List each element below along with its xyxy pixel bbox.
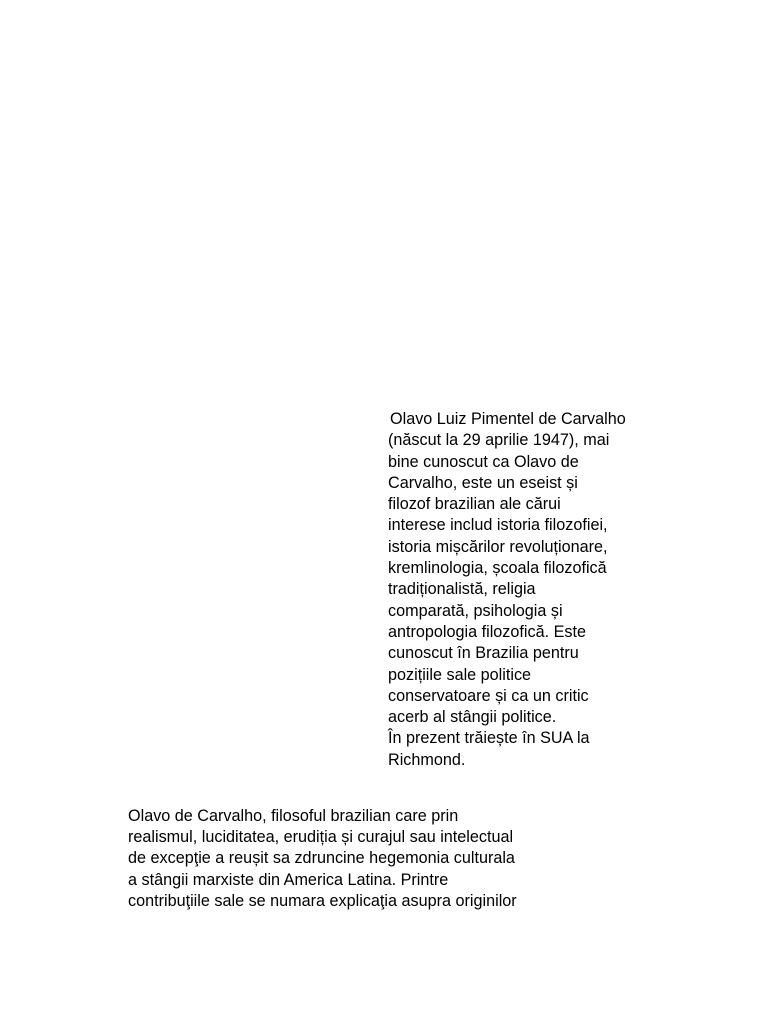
essay-line: Olavo de Carvalho, filosoful brazilian care prin <box>128 807 459 825</box>
bio-line: acerb al stângii politice. <box>388 708 557 727</box>
bio-line: conservatoare și ca un critic <box>388 686 589 705</box>
essay-line: a stângii marxiste din America Latina. Printre <box>128 870 449 889</box>
bio-line: antropologia filozofică. Este <box>388 622 586 641</box>
bio-line: (născut la 29 aprilie 1947), mai <box>388 431 610 450</box>
essay-paragraph <box>128 806 558 912</box>
bio-line: Olavo Luiz Pimentel de Carvalho <box>390 410 626 428</box>
bio-line: bine cunoscut ca Olavo de <box>388 452 579 471</box>
essay-line: realismul, luciditatea, erudiția și curajul sau intelectual <box>128 828 514 847</box>
bio-line: istoria mișcărilor revoluționare, <box>388 537 608 556</box>
bio-line: interese includ istoria filozofiei, <box>388 516 608 535</box>
bio-line: pozițiile sale politice <box>388 665 532 684</box>
bio-line: filozof brazilian ale cărui <box>388 495 561 514</box>
bio-line: cunoscut în Brazilia pentru <box>388 644 579 663</box>
essay-line: de excepţie a reușit sa zdruncine hegemonia culturala <box>128 849 515 868</box>
bio-line: Carvalho, este un eseist și <box>388 473 578 492</box>
biography-paragraph <box>388 409 648 771</box>
bio-line: Richmond. <box>388 750 466 769</box>
bio-line: comparată, psihologia și <box>388 601 563 620</box>
bio-line: tradiționalistă, religia <box>388 580 536 599</box>
bio-line: În prezent trăiește în SUA la <box>388 729 590 748</box>
essay-line: contribuţiile sale se numara explicaţia asupra originilor <box>128 891 517 910</box>
bio-line: kremlinologia, școala filozofică <box>388 559 607 578</box>
